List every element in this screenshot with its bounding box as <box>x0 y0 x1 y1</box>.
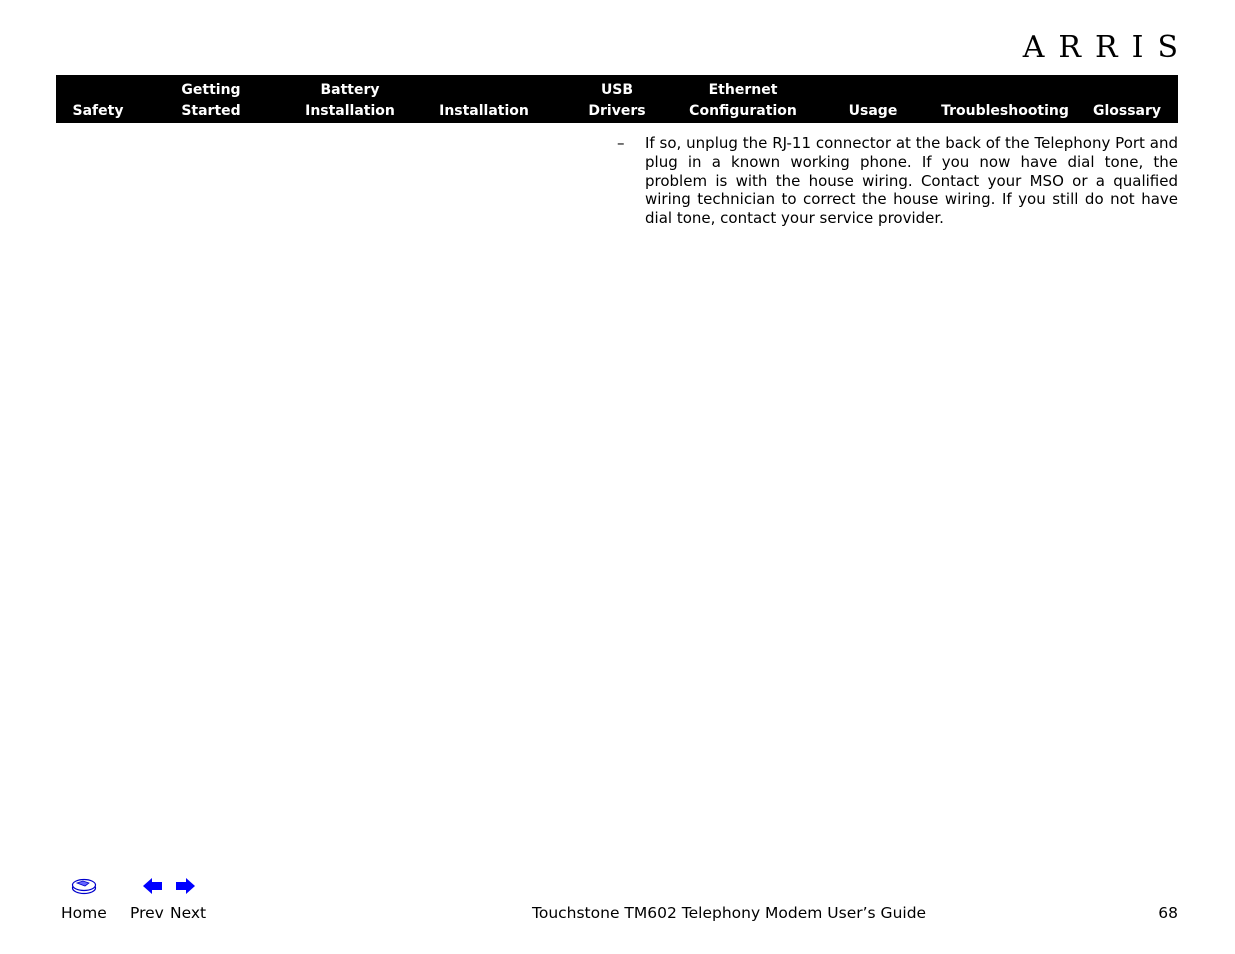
nav-usb-drivers[interactable]: USB Drivers <box>588 82 646 119</box>
nav-usage[interactable]: Usage <box>848 103 898 119</box>
guide-title: Touchstone TM602 Telephony Modem User’s Guide <box>532 904 927 922</box>
home-disc-icon[interactable] <box>71 877 97 895</box>
nav-installation[interactable]: Installation <box>439 103 529 119</box>
page-number: 68 <box>1158 904 1178 922</box>
nav-ethernet-configuration[interactable]: Ethernet Configuration <box>689 82 797 119</box>
nav-safety[interactable]: Safety <box>72 103 124 119</box>
next-link[interactable]: Next <box>170 904 207 922</box>
list-dash: – <box>617 134 625 152</box>
nav-getting-started[interactable]: Getting Started <box>181 82 241 119</box>
body-paragraph: If so, unplug the RJ-11 connector at the back of the Telephony Port and plug in a known working phone. If you now have dial tone, the problem is with the house wiring. Contact your MSO or a qualified wiring technician to correct the house wiring. If you still do not have dial tone, contact your service provider. <box>645 134 1178 228</box>
top-navigation-bar <box>56 75 1178 123</box>
home-link[interactable]: Home <box>61 904 107 922</box>
nav-battery-installation[interactable]: Battery Installation <box>305 82 395 119</box>
nav-troubleshooting[interactable]: Troubleshooting <box>941 103 1069 119</box>
arris-logo: ARRIS <box>1022 30 1192 65</box>
arrow-left-icon[interactable] <box>142 877 163 895</box>
prev-link[interactable]: Prev <box>130 904 164 922</box>
nav-glossary[interactable]: Glossary <box>1092 103 1162 119</box>
arrow-right-icon[interactable] <box>175 877 196 895</box>
